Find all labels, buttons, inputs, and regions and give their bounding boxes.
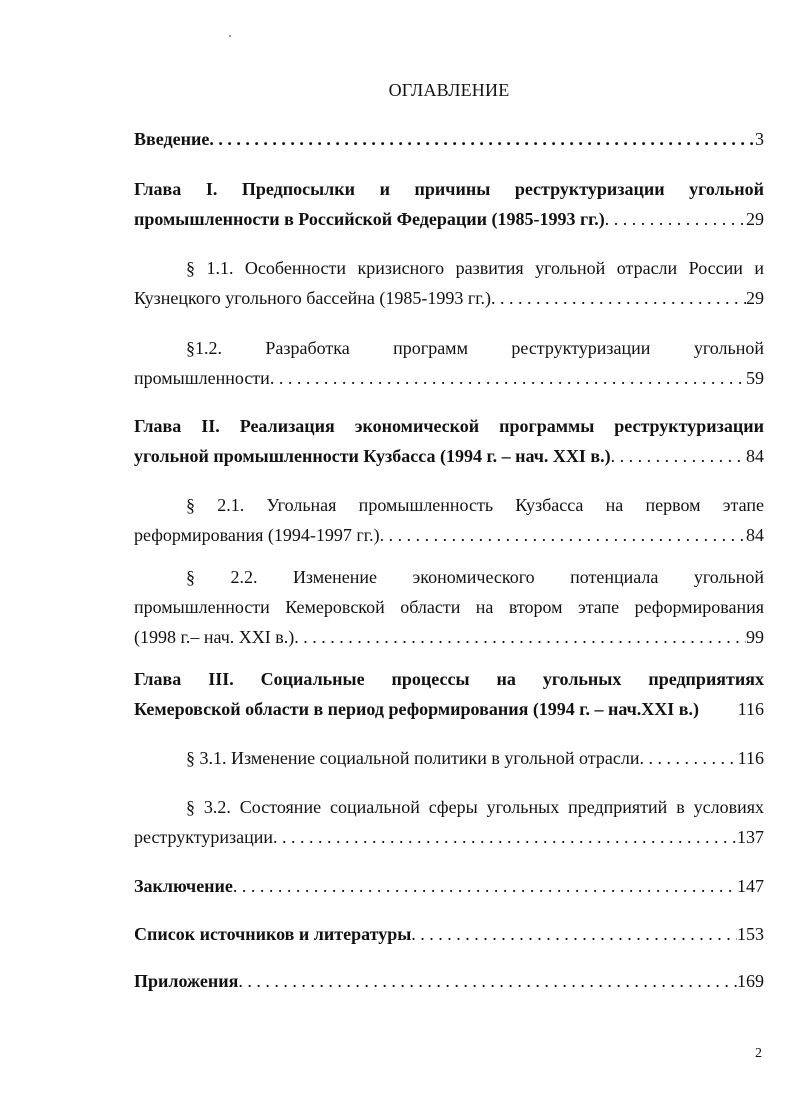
toc-leader: [273, 822, 737, 852]
toc-leader: [491, 283, 746, 313]
toc-label: реформирования (1994-1997 гг.): [134, 525, 380, 545]
toc-leader: [380, 520, 746, 550]
toc-entry-section-2-2: [134, 562, 764, 652]
toc-label: Заключение: [134, 876, 233, 896]
toc-label: § 2.1. Угольная промышленность Кузбасса на первом этапе: [186, 495, 764, 515]
toc-entry-chapter-2: [134, 411, 764, 471]
toc-label: промышленности в Российской Федерации (1985-1993 гг.): [134, 209, 605, 229]
page-number: 2: [755, 1046, 762, 1061]
toc-entry-section-3-1: [134, 743, 764, 773]
toc-label: (1998 г.– нач. XXI в.): [134, 627, 295, 647]
toc-entry-intro: [134, 124, 764, 154]
toc-label: § 1.1. Особенности кризисного развития угольной отрасли России и: [186, 258, 764, 278]
toc-title: ОГЛАВЛЕНИЕ: [388, 80, 510, 100]
toc-entry-section-3-2: [134, 792, 764, 852]
toc-entry-appendix: [134, 966, 764, 996]
scan-speck: [229, 35, 231, 37]
toc-entry-conclusion: [134, 871, 764, 901]
toc-page: 29: [746, 288, 764, 308]
toc-page: 3: [755, 129, 764, 149]
toc-label: промышленности: [134, 368, 270, 388]
toc-entry-section-1-1: [134, 253, 764, 313]
toc-entry-section-1-2: [134, 333, 764, 393]
toc-label: § 3.2. Состояние социальной сферы угольных предприятий в условиях: [186, 797, 764, 817]
toc-page: 84: [746, 446, 764, 466]
toc-leader: [639, 743, 737, 773]
toc-leader: [270, 363, 746, 393]
toc-leader: [411, 919, 737, 949]
toc-label: Кузнецкого угольного бассейна (1985-1993 гг.): [134, 288, 492, 308]
toc-leader: [238, 966, 737, 996]
toc-leader: [209, 124, 755, 154]
toc-label: Введение: [134, 129, 210, 149]
toc-label: угольной промышленности Кузбасса (1994 г. – нач. XXI в.): [134, 446, 611, 466]
toc-label: Глава I. Предпосылки и причины реструктуризации угольной: [134, 179, 764, 199]
toc-label: §1.2. Разработка программ реструктуризации угольной: [186, 338, 764, 358]
toc-leader: [611, 441, 746, 471]
toc-label: Список источников и литературы: [134, 924, 412, 944]
toc-leader: [605, 204, 746, 234]
toc-label: § 2.2. Изменение экономического потенциала угольной: [186, 567, 764, 587]
toc-entry-chapter-1: [134, 174, 764, 234]
toc-page: 147: [737, 876, 764, 896]
toc-page: 153: [737, 924, 764, 944]
toc-leader: [294, 622, 746, 652]
toc-entry-chapter-3: [134, 664, 764, 724]
toc-label: § 3.1. Изменение социальной политики в угольной отрасли: [186, 748, 640, 768]
toc-page: 29: [746, 209, 764, 229]
toc-label: Глава III. Социальные процессы на угольных предприятиях: [134, 669, 764, 689]
toc-page: 116: [737, 699, 764, 719]
toc-page: 59: [746, 368, 764, 388]
toc-entry-section-2-1: [134, 490, 764, 550]
toc-entry-sources: [134, 919, 764, 949]
toc-label: реструктуризации: [134, 827, 274, 847]
toc-page: 116: [737, 748, 764, 768]
toc-page: 169: [737, 971, 764, 991]
toc-page: 99: [746, 627, 764, 647]
toc-label: Кемеровской области в период реформирования (1994 г. – нач.XXI в.): [134, 699, 699, 719]
toc-label: промышленности Кемеровской области на втором этапе реформирования: [134, 597, 764, 617]
toc-label: Глава II. Реализация экономической программы реструктуризации: [134, 416, 764, 436]
toc-leader: [233, 871, 737, 901]
toc-label: Приложения: [134, 971, 239, 991]
toc-page: 137: [737, 827, 764, 847]
toc-page: 84: [746, 525, 764, 545]
